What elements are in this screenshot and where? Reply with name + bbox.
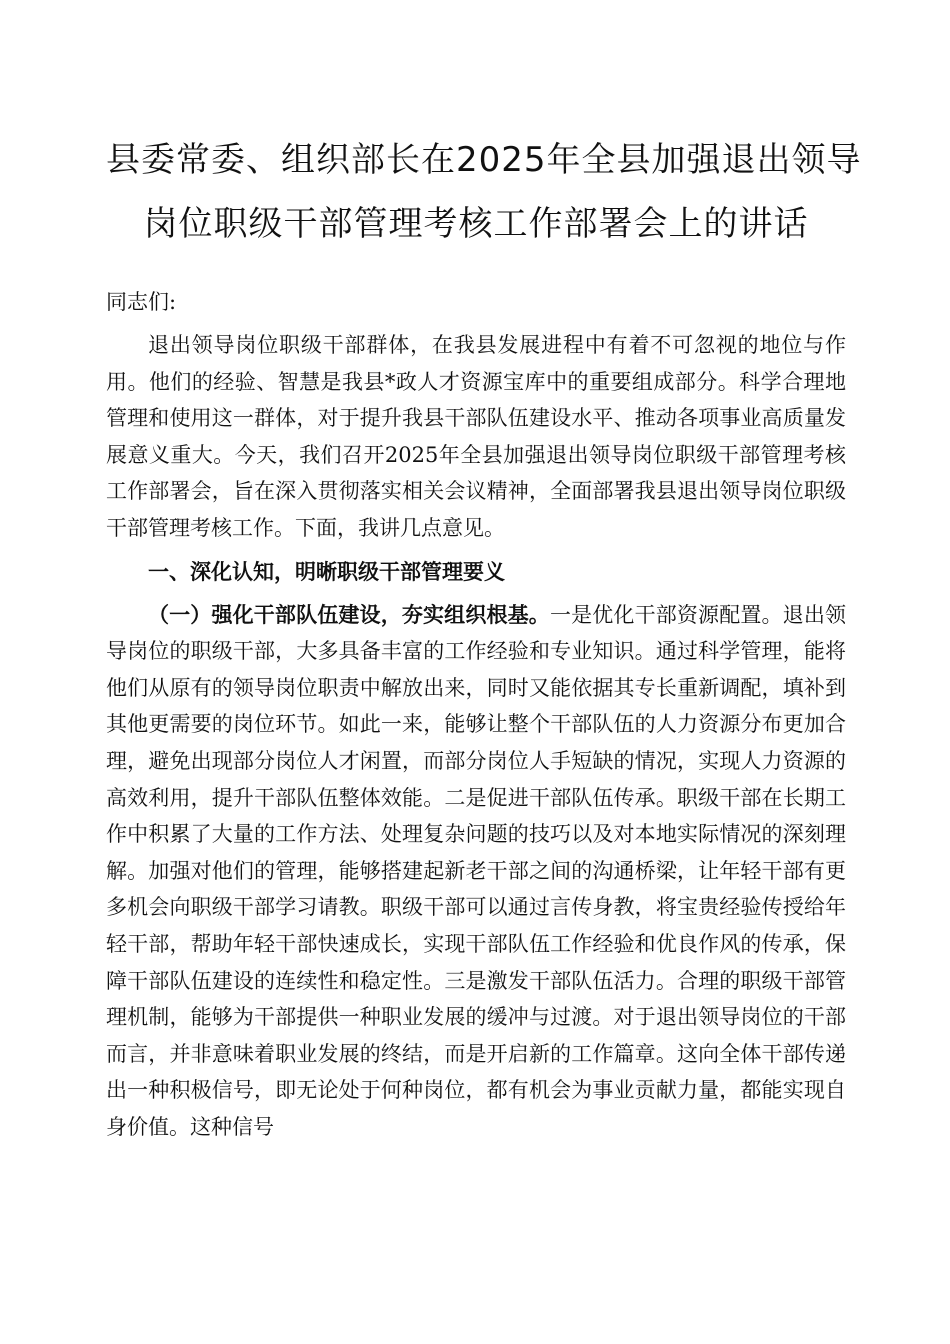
- subsection-lead-1: （一）强化干部队伍建设，夯实组织根基。: [148, 601, 550, 627]
- document-title-line-2: 岗位职级干部管理考核工作部署会上的讲话: [143, 204, 809, 244]
- document-title-line-1: 县委常委、组织部长在2025年全县加强退出领导: [106, 140, 862, 180]
- section-heading-1: 一、深化认知，明晰职级干部管理要义: [148, 558, 505, 584]
- document-page: [106, 128, 862, 1145]
- intro-paragraph: 退出领导岗位职级干部群体，在我县发展进程中有着不可忽视的地位与作用。他们的经验、智慧是我县*政人才资源宝库中的重要组成部分。科学合理地管理和使用这一群体，对于提升我县干部队伍建设水平、推动各项事业高质量发展意义重大。今天，我们召开2025年全县加强退出领导岗位职级干部管理考核工作部署会，旨在深入贯彻落实相关会议精神，全面部署我县退出领导岗位职级干部管理考核工作。下面，我讲几点意见。: [106, 333, 846, 540]
- subsection-paragraph-1: [106, 597, 846, 1146]
- subsection-body-1: 一是优化干部资源配置。退出领导岗位的职级干部，大多具备丰富的工作经验和专业知识。通过科学管理，能将他们从原有的领导岗位职责中解放出来，同时又能依据其专长重新调配，填补到其他更需要的岗位环节。如此一来，能够让整个干部队伍的人力资源分布更加合理，避免出现部分岗位人才闲置，而部分岗位人手短缺的情况，实现人力资源的高效利用，提升干部队伍整体效能。二是促进干部队伍传承。职级干部在长期工作中积累了大量的工作方法、处理复杂问题的技巧以及对本地实际情况的深刻理解。加强对他们的管理，能够搭建起新老干部之间的沟通桥梁，让年轻干部有更多机会向职级干部学习请教。职级干部可以通过言传身教，将宝贵经验传授给年轻干部，帮助年轻干部快速成长，实现干部队伍工作经验和优良作风的传承，保障干部队伍建设的连续性和稳定性。三是激发干部队伍活力。合理的职级干部管理机制，能够为干部提供一种职业发展的缓冲与过渡。对于退出领导岗位的干部而言，并非意味着职业发展的终结，而是开启新的工作篇章。这向全体干部传递出一种积极信号，即无论处于何种岗位，都有机会为事业贡献力量，都能实现自身价值。这种信号: [106, 602, 846, 1139]
- salutation: 同志们:: [106, 290, 177, 314]
